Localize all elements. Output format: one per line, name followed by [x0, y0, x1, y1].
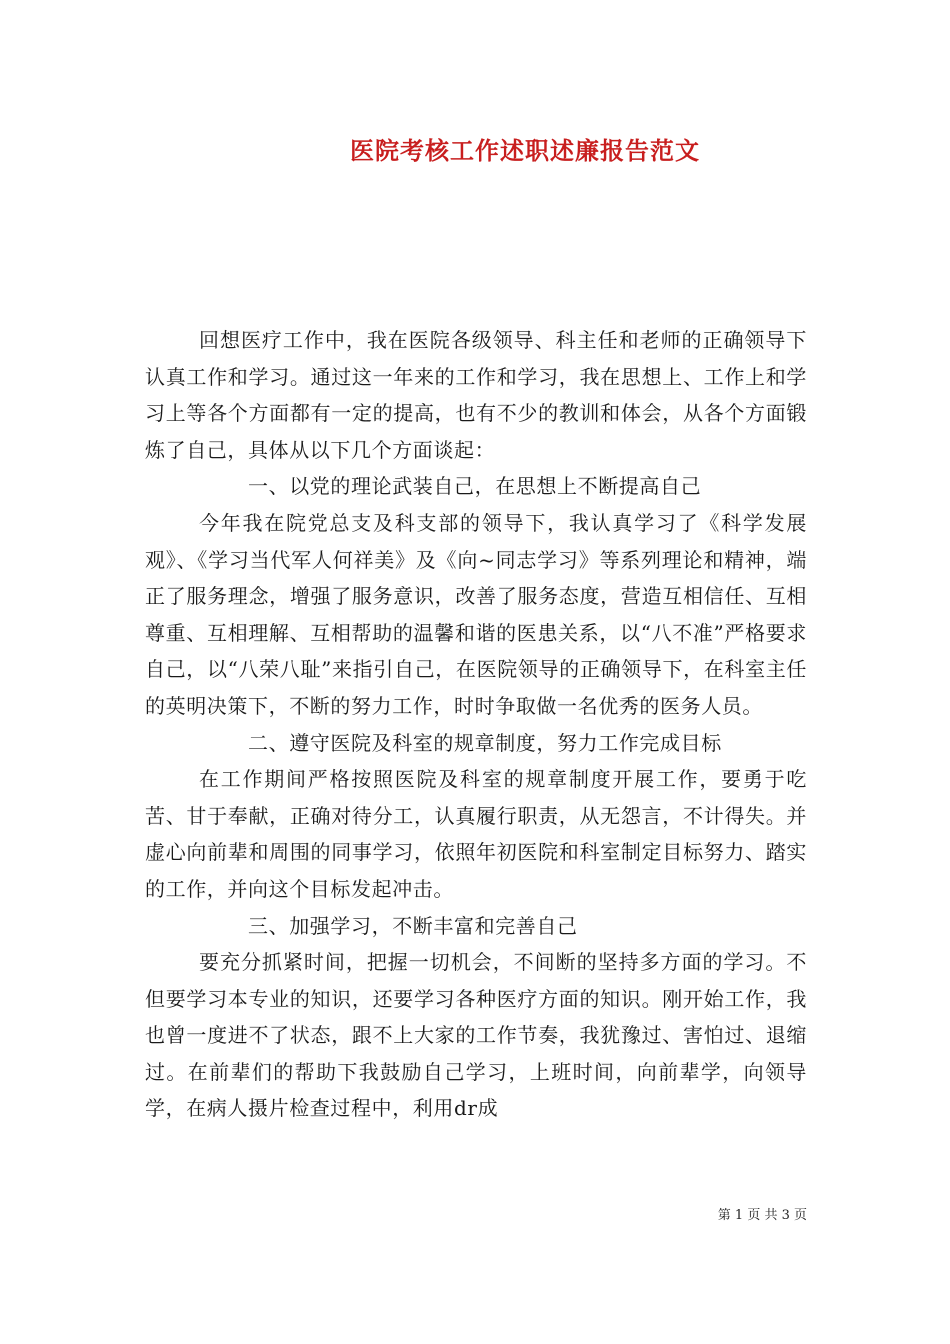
section-heading-1: 一、以党的理论武装自己，在思想上不断提高自己: [248, 474, 702, 499]
paragraph-intro: 回想医疗工作中，我在医院各级领导、科主任和老师的正确领导下认真工作和学习。通过这一年来的工作和学习，我在思想上、工作上和学习上等各个方面都有一定的提高，也有不少的教训和体会，从各个方面锻炼了自己，具体从以下几个方面谈起：: [145, 328, 807, 462]
page-number-footer: 第 1 页 共 3 页: [717, 1208, 807, 1223]
paragraph-section-1: 今年我在院党总支及科支部的领导下，我认真学习了《科学发展观》、《学习当代军人何祥美》及《向~同志学习》等系列理论和精神，端正了服务理念，增强了服务意识，改善了服务态度，营造互相信任、互相尊重、互相理解、互相帮助的温馨和谐的医患关系，以“八不准”严格要求自己，以“八荣八耻”来指引自己，在医院领导的正确领导下，在科室主任的英明决策下，不断的努力工作，时时争取做一名优秀的医务人员。: [145, 510, 807, 718]
document-title: 医院考核工作述职述廉报告范文: [350, 136, 700, 165]
paragraph-section-3: 要充分抓紧时间，把握一切机会，不间断的坚持多方面的学习。不但要学习本专业的知识，还要学习各种医疗方面的知识。刚开始工作，我也曾一度进不了状态，跟不上大家的工作节奏，我犹豫过、害怕过、退缩过。在前辈们的帮助下我鼓励自己学习，上班时间，向前辈学，向领导学，在病人摄片检查过程中，利用dr成: [145, 950, 807, 1121]
paragraph-section-2: 在工作期间严格按照医院及科室的规章制度开展工作，要勇于吃苦、甘于奉献，正确对待分工，认真履行职责，从无怨言，不计得失。并虚心向前辈和周围的同事学习，依照年初医院和科室制定目标努力、踏实的工作，并向这个目标发起冲击。: [145, 767, 807, 901]
section-heading-2: 二、遵守医院及科室的规章制度，努力工作完成目标: [248, 730, 722, 755]
document-body: [145, 322, 807, 1127]
section-heading-3: 三、加强学习，不断丰富和完善自己: [248, 913, 578, 938]
